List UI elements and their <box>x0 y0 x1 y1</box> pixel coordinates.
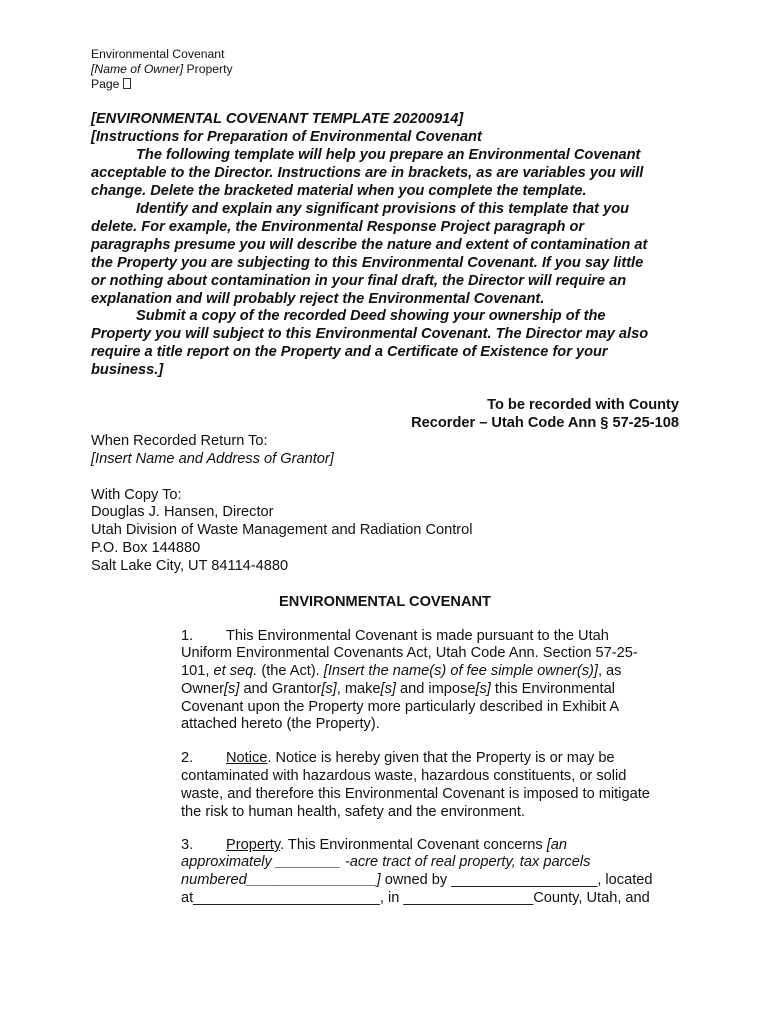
text-run: , as <box>597 663 622 679</box>
instructions-line: or nothing about contamination in your final draft, the Director will require an <box>91 273 627 289</box>
page-label: Page <box>91 77 123 91</box>
paragraph-1-line <box>181 662 621 680</box>
paragraph-1-line: Covenant upon the Property more particularly described in Exhibit A <box>181 699 620 715</box>
paragraph-1-line: attached hereto (the Property). <box>181 716 380 732</box>
instructions-line: require a title report on the Property and a Certificate of Existence for your <box>91 344 608 360</box>
copy-to-name: Douglas J. Hansen, Director <box>91 504 274 520</box>
paragraph-3-line <box>226 836 567 854</box>
instructions-line: Identify and explain any significant provisions of this template that you <box>136 201 630 217</box>
copy-to-division: Utah Division of Waste Management and Radiation Control <box>91 522 473 538</box>
document-title: ENVIRONMENTAL COVENANT <box>279 594 491 610</box>
plural-placeholder: [s] <box>223 681 240 697</box>
text-run: et seq. <box>213 663 258 679</box>
plural-placeholder: [s] <box>475 681 491 697</box>
paragraph-2-line: the risk to human health, safety and the environment. <box>181 804 525 820</box>
copy-to-city: Salt Lake City, UT 84114-4880 <box>91 558 289 574</box>
text-run: and Grantor <box>239 681 322 697</box>
paragraph-number: 2. <box>181 750 194 766</box>
paragraph-2-line: waste, and therefore this Environmental Covenant is imposed to mitigate <box>181 786 650 802</box>
owner-placeholder: [Name of Owner] <box>91 62 184 76</box>
text-run: this Environmental <box>490 681 615 697</box>
paragraph-number: 3. <box>181 837 194 853</box>
text-run: Owner <box>181 681 224 697</box>
paragraph-1-line: This Environmental Covenant is made pursuant to the Utah <box>226 628 609 644</box>
instructions-line: business.] <box>91 362 164 378</box>
instructions-line: the Property you are subjecting to this Environmental Covenant. If you say little <box>91 255 644 271</box>
paragraph-1-line <box>181 680 615 698</box>
instructions-heading: [Instructions for Preparation of Environmental Covenant <box>91 129 482 145</box>
instructions-line: Property you will subject to this Environmental Covenant. The Director may also <box>91 326 649 342</box>
paragraph-2-line <box>226 749 615 767</box>
copy-to-po-box: P.O. Box 144880 <box>91 540 201 556</box>
header-line-owner <box>91 62 233 77</box>
paragraph-3-line: approximately ________ -acre tract of real property, tax parcels <box>181 854 591 870</box>
recording-note-line2: Recorder – Utah Code Ann § 57-25-108 <box>411 415 679 431</box>
text-run: 101, <box>181 663 214 679</box>
text-run: . Notice is hereby given that the Property is or may be <box>267 750 615 766</box>
return-to-label: When Recorded Return To: <box>91 433 268 449</box>
text-run: owned by __________________, located <box>380 872 653 888</box>
text-run: (the Act). <box>257 663 324 679</box>
paragraph-3-line <box>181 871 653 889</box>
text-run: . This Environmental Covenant concerns <box>280 837 547 853</box>
header-line-title: Environmental Covenant <box>91 47 225 61</box>
recording-note-line1: To be recorded with County <box>487 397 679 413</box>
return-to-placeholder: [Insert Name and Address of Grantor] <box>91 451 334 467</box>
notice-heading: Notice <box>226 750 268 766</box>
paragraph-3-line: at_______________________, in ________________County, Utah, and <box>181 890 650 906</box>
instructions-line: change. Delete the bracketed material when you complete the template. <box>91 183 587 199</box>
owner-suffix: Property <box>183 62 233 76</box>
text-run: [an <box>546 837 567 853</box>
parcel-placeholder: numbered________________] <box>181 872 381 888</box>
instructions-line: delete. For example, the Environmental Response Project paragraph or <box>91 219 585 235</box>
text-run: , make <box>336 681 381 697</box>
template-title: [ENVIRONMENTAL COVENANT TEMPLATE 20200914] <box>91 111 464 127</box>
copy-to-label: With Copy To: <box>91 487 182 503</box>
instructions-line: paragraphs presume you will describe the nature and extent of contamination at <box>91 237 648 253</box>
instructions-line: Submit a copy of the recorded Deed showing your ownership of the <box>136 308 606 324</box>
property-heading: Property <box>226 837 281 853</box>
owner-name-placeholder: [Insert the name(s) of fee simple owner(s)] <box>323 663 598 679</box>
header-line-page <box>91 77 131 92</box>
instructions-line: acceptable to the Director. Instructions are in brackets, as are variables you will <box>91 165 644 181</box>
plural-placeholder: [s] <box>380 681 396 697</box>
instructions-line: The following template will help you prepare an Environmental Covenant <box>136 147 641 163</box>
paragraph-number: 1. <box>181 628 194 644</box>
plural-placeholder: [s] <box>321 681 337 697</box>
page-number-glyph <box>123 78 131 89</box>
paragraph-1-line: Uniform Environmental Covenants Act, Utah Code Ann. Section 57-25- <box>181 645 638 661</box>
instructions-line: explanation and will probably reject the Environmental Covenant. <box>91 291 545 307</box>
paragraph-2-line: contaminated with hazardous waste, hazardous constituents, or solid <box>181 768 627 784</box>
text-run: and impose <box>395 681 476 697</box>
